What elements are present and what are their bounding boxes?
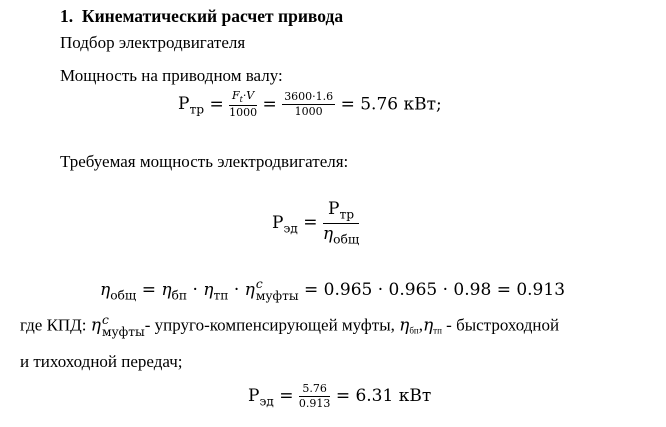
paragraph-shaft-power: Мощность на приводном валу: [60,66,283,85]
section-heading [60,6,343,27]
eq1-fraction-values: $\frac{3600\cdot 1.6}{1000}$ [284,90,334,119]
eq1-result: = 5.76 кВт; [340,94,442,115]
equation-motor-power-result: $P_{эд}$ = $\frac{5.76}{0.913}$ = 6.31 кВт [248,382,432,411]
efficiency-explanation-line2: и тихоходной передач; [20,352,183,371]
eq4-result: = 6.31 кВт [335,386,432,407]
heading-title: Кинематический расчет привода [81,6,344,26]
eq2-lhs: $P_{эд}$ [272,212,298,236]
efficiency-explanation: где КПД: η c муфты - упруго-компенсирующей муфты, $\eta_{бп},\eta_{тп}$ - быстроходной [20,313,560,339]
subheading: Подбор электродвигателя [60,33,246,52]
eq1-fraction-formula: $\frac{F_t\cdot V}{1000}$ [229,89,258,120]
eq4-fraction: $\frac{5.76}{0.913}$ [298,382,331,411]
equation-motor-power: $P_{эд}$ = $\frac{P_{тр}}{\eta_{общ}}$ [272,199,360,247]
eq3-result: = 0.965 · 0.965 · 0.98 = 0.913 [304,280,566,301]
equation-total-efficiency: $\eta_{общ} = \eta_{бп} \cdot \eta_{тп} \cdot \eta$ c муфты = 0.965 · 0.965 · 0.98 = 0.913 [100,277,566,303]
equation-power-shaft: $P_{тр}$ = $\frac{F_t\cdot V}{1000}$ = $\frac{3600\cdot 1.6}{1000}$ = 5.76 кВт; [178,89,442,120]
paragraph-required-power: Требуемая мощность электродвигателя: [60,152,349,171]
eq1-lhs: $P_{тр}$ [178,94,205,117]
eq2-fraction: $\frac{P_{тр}}{\eta_{общ}}$ [322,199,360,247]
heading-number: 1. [60,6,74,26]
